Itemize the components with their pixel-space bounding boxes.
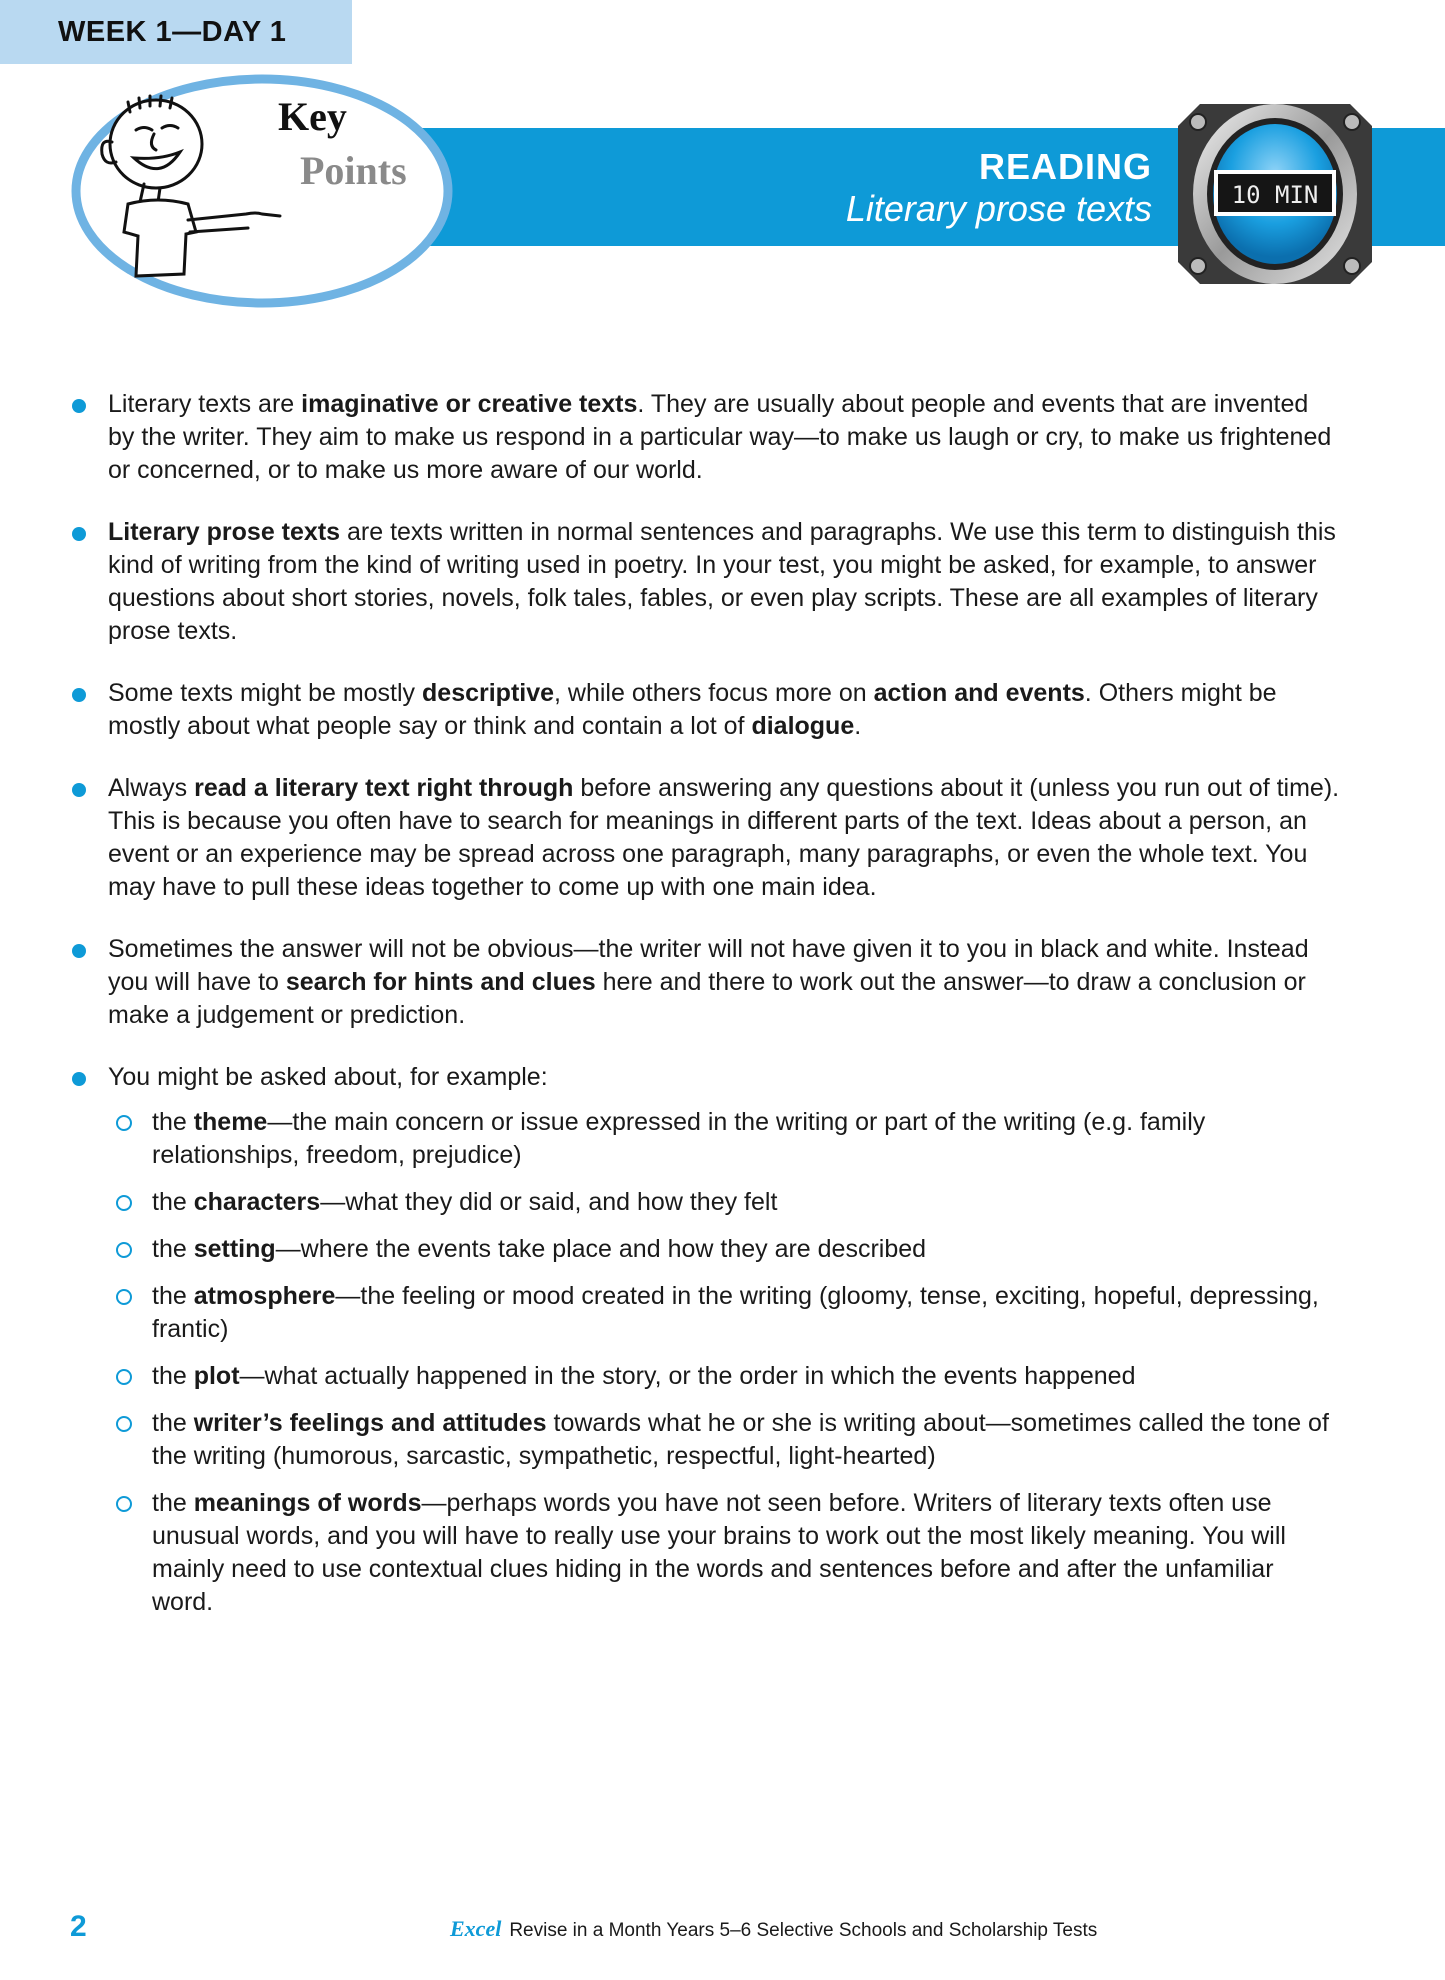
svg-text:10 MIN: 10 MIN xyxy=(1231,181,1319,209)
sub-bullet-text xyxy=(152,1280,1340,1346)
sub-bullet-text xyxy=(152,1106,1340,1172)
body-text: —the feeling or mood created in the writing (gloomy, tense, exciting, hopeful, depressing, frantic) xyxy=(152,1282,1319,1343)
body-text: the xyxy=(152,1489,194,1517)
page-number: 2 xyxy=(70,1910,87,1943)
bullet-text xyxy=(108,1061,1340,1094)
emphasis-text: action and events xyxy=(873,679,1085,707)
body-text: . Others might be mostly about what people say or think and contain a lot of xyxy=(108,679,1277,740)
bullet-text xyxy=(108,388,1340,487)
emphasis-text: plot xyxy=(193,1362,240,1390)
body-text: Sometimes the answer will not be obvious—the writer will not have given it to you in black and white. Instead you will have to xyxy=(108,935,1309,996)
week-day-label: WEEK 1—DAY 1 xyxy=(58,15,287,48)
body-text: before answering any questions about it (unless you run out of time). This is because you often have to search for meanings in different parts of the text. Ideas about a person, an event or an experience may be spread across one paragraph, many paragraphs, or even the whole text. You may have to pull these ideas together to come up with one main idea. xyxy=(108,774,1340,901)
sub-bullet-item xyxy=(114,1407,1340,1473)
emphasis-text: search for hints and clues xyxy=(285,968,596,996)
sub-bullet-item xyxy=(114,1186,1340,1219)
bullet-text xyxy=(108,677,1340,743)
emphasis-text: characters xyxy=(193,1188,321,1216)
emphasis-text: Literary prose texts xyxy=(108,518,341,546)
sub-bullet-text xyxy=(152,1233,1340,1266)
body-text: —the main concern or issue expressed in the writing or part of the writing (e.g. family relationships, freedom, prejudice) xyxy=(152,1108,1206,1169)
sub-bullet-item xyxy=(114,1233,1340,1266)
week-day-tab xyxy=(0,0,352,64)
bullet-text xyxy=(108,516,1340,648)
hollow-circle-icon xyxy=(116,1242,132,1258)
bullet-text xyxy=(108,772,1340,904)
sub-bullet-item xyxy=(114,1106,1340,1172)
section-subtitle: Literary prose texts xyxy=(845,188,1152,229)
emphasis-text: read a literary text right through xyxy=(194,774,574,802)
emphasis-text: descriptive xyxy=(422,679,555,707)
body-text: You might be asked about, for example: xyxy=(108,1063,548,1091)
bullet-item xyxy=(70,516,1340,648)
emphasis-text: atmosphere xyxy=(193,1282,336,1310)
sub-bullet-item xyxy=(114,1487,1340,1619)
hollow-circle-icon xyxy=(116,1496,132,1512)
body-text: . They are usually about people and events that are invented by the writer. They aim to make us respond in a particular way—to make us laugh or cry, to make us frightened or concerned, or to make us more aware of our world. xyxy=(108,390,1332,484)
body-text: Always xyxy=(108,774,195,802)
body-text: are texts written in normal sentences and paragraphs. We use this term to distinguish this kind of writing from the kind of writing used in poetry. In your test, you might be asked, for example, to answer questions about short stories, novels, folk tales, fables, or even play scripts. These are all examples of literary prose texts. xyxy=(108,518,1336,645)
bullet-item xyxy=(70,388,1340,487)
body-text: , while others focus more on xyxy=(554,679,874,707)
key-points-list xyxy=(70,388,1340,1648)
body-text: Some texts might be mostly xyxy=(108,679,423,707)
sub-bullet-item xyxy=(114,1280,1340,1346)
bullet-dot-icon xyxy=(72,399,86,413)
bullet-dot-icon xyxy=(72,1072,86,1086)
section-heading xyxy=(846,146,1152,230)
body-text: —what they did or said, and how they felt xyxy=(320,1188,778,1216)
hollow-circle-icon xyxy=(116,1369,132,1385)
bullet-item xyxy=(70,933,1340,1032)
body-text: the xyxy=(152,1409,194,1437)
sub-bullet-text xyxy=(152,1487,1340,1619)
svg-text:Key: Key xyxy=(278,94,347,139)
footer-brand: Excel xyxy=(450,1916,502,1941)
bullet-text xyxy=(108,933,1340,1032)
body-text: the xyxy=(152,1108,194,1136)
sub-bullet-text xyxy=(152,1186,1340,1219)
svg-text:Points: Points xyxy=(300,148,407,193)
bullet-item xyxy=(70,677,1340,743)
emphasis-text: theme xyxy=(193,1108,268,1136)
timer-icon xyxy=(1170,94,1380,294)
bullet-dot-icon xyxy=(72,944,86,958)
body-text: here and there to work out the answer—to draw a conclusion or make a judgement or prediction. xyxy=(108,968,1306,1029)
body-text: . xyxy=(854,712,862,740)
section-title: READING xyxy=(978,146,1152,187)
body-text: the xyxy=(152,1188,194,1216)
sub-bullet-list xyxy=(70,1106,1340,1619)
body-text: —perhaps words you have not seen before. Writers of literary texts often use unusual words, and you will have to really use your brains to work out the most likely meaning. You will mainly need to use contextual clues hiding in the words and sentences before and after the unfamiliar word. xyxy=(152,1489,1286,1616)
hollow-circle-icon xyxy=(116,1416,132,1432)
footer-book-title xyxy=(450,1916,1097,1942)
emphasis-text: dialogue xyxy=(751,712,855,740)
body-text: towards what he or she is writing about—sometimes called the tone of the writing (humorous, sarcastic, sympathetic, respectful, light-hearted) xyxy=(152,1409,1329,1470)
bullet-item xyxy=(70,1061,1340,1619)
emphasis-text: setting xyxy=(193,1235,276,1263)
hollow-circle-icon xyxy=(116,1115,132,1131)
bullet-dot-icon xyxy=(72,688,86,702)
emphasis-text: meanings of words xyxy=(193,1489,422,1517)
bullet-dot-icon xyxy=(72,527,86,541)
hollow-circle-icon xyxy=(116,1195,132,1211)
key-points-mascot-icon xyxy=(70,72,455,310)
emphasis-text: imaginative or creative texts xyxy=(301,390,638,418)
body-text: the xyxy=(152,1282,194,1310)
sub-bullet-item xyxy=(114,1360,1340,1393)
body-text: the xyxy=(152,1235,194,1263)
emphasis-text: writer’s feelings and attitudes xyxy=(193,1409,547,1437)
footer-title-text: Revise in a Month Years 5–6 Selective Schools and Scholarship Tests xyxy=(509,1920,1098,1941)
hollow-circle-icon xyxy=(116,1289,132,1305)
body-text: —what actually happened in the story, or the order in which the events happened xyxy=(239,1362,1136,1390)
body-text: —where the events take place and how they are described xyxy=(275,1235,927,1263)
body-text: the xyxy=(152,1362,194,1390)
sub-bullet-text xyxy=(152,1407,1340,1473)
sub-bullet-text xyxy=(152,1360,1340,1393)
body-text: Literary texts are xyxy=(108,390,302,418)
bullet-item xyxy=(70,772,1340,904)
bullet-dot-icon xyxy=(72,783,86,797)
